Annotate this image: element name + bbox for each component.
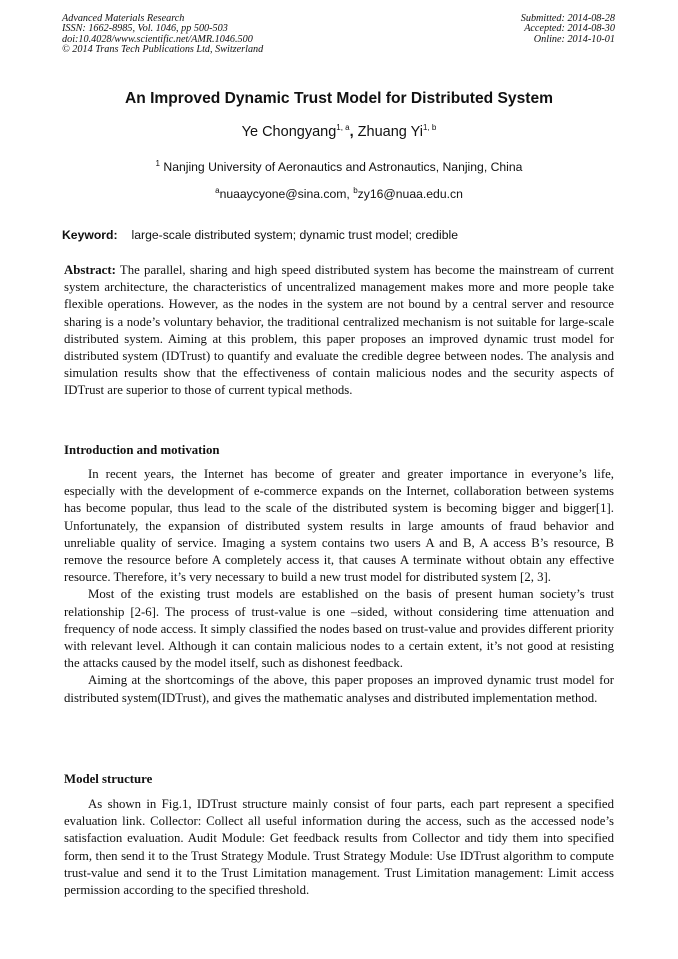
author-1-affil-sup: 1, a <box>336 123 350 133</box>
intro-paragraph-2: Most of the existing trust models are established on the basis of present human society’s trust relationship [2-6]. The process of trust-value is one –sided, without considering time attenuation and frequency of node access. It simply classified the nodes based on trust-value and provides different priority with relevant level. Although it can contain malicious nodes to a certain extent, it’s not good at resisting the attacks caused by the model itself, such as dishonest feedback. <box>64 587 614 671</box>
online-date: Online: 2014-10-01 <box>533 33 615 45</box>
email-b: zy16@nuaa.edu.cn <box>357 187 463 201</box>
author-emails <box>0 187 678 201</box>
author-2-affil-sup: 1, b <box>422 123 437 133</box>
abstract-label: Abstract: <box>64 263 116 277</box>
author-1: Ye Chongyang <box>241 124 337 140</box>
journal-copyright: © 2014 Trans Tech Publications Ltd, Switzerland <box>62 44 264 56</box>
keywords-text: large-scale distributed system; dynamic trust model; credible <box>131 228 459 242</box>
intro-paragraph-3: Aiming at the shortcomings of the above, this paper proposes an improved dynamic trust model for distributed system(IDTrust), and gives the mathematic analyses and distributed implementation method. <box>64 673 614 705</box>
journal-doi: doi:10.4028/www.scientific.net/AMR.1046.500 <box>62 33 253 45</box>
abstract-block <box>64 262 614 400</box>
paper-title: An Improved Dynamic Trust Model for Distributed System <box>124 90 554 107</box>
affiliation-text: Nanjing University of Aeronautics and Astronautics, Nanjing, China <box>160 160 523 174</box>
abstract-paragraph <box>64 262 614 400</box>
affiliation-sup: 1 <box>155 158 160 168</box>
email-a-sup: a <box>215 185 220 195</box>
email-a: nuaaycyone@sina.com, <box>219 187 354 201</box>
section-heading-model-structure: Model structure <box>64 772 153 786</box>
author-line <box>0 124 678 140</box>
keywords-line <box>62 228 458 242</box>
submitted-date: Submitted: 2014-08-28 <box>520 13 615 24</box>
intro-paragraph-1: In recent years, the Internet has become of greater and greater importance in everyone’s life, especially with the development of e-commerce expands on the Internet, collaboration between systems has become popular, thus lead to the scale of the distributed system is becoming bigger and bigger[1]. Unfortunately, the expansion of distributed system results in large amounts of fraud behavior and unreliable quality of service. Imaging a system contains two users A and B, A access B’s resource, B remove the resource before A completely access it, that causes A terminate without obtain any effective resource. Therefore, it’s very necessary to build a new trust model for distributed system [2, 3]. <box>64 467 614 585</box>
email-b-sup: b <box>353 185 358 195</box>
affiliation <box>0 160 678 174</box>
submission-dates <box>521 14 615 45</box>
keywords-label: Keyword: <box>62 228 118 242</box>
section-heading-introduction: Introduction and motivation <box>64 443 220 457</box>
journal-issn: ISSN: 1662-8985, Vol. 1046, pp 500-503 <box>62 23 228 35</box>
author-separator: , <box>349 124 358 140</box>
journal-name: Advanced Materials Research <box>62 13 185 24</box>
journal-info <box>62 14 263 56</box>
abstract-text: The parallel, sharing and high speed distributed system has become the mainstream of current system architecture, the characteristics of uncentralized management makes more and more people take flexible operations. However, as the nodes in the system are not bound by a central server and resource sharing is a node’s voluntary behavior, the traditional centralized mechanism is not suitable for large-scale distributed system. Aiming at this problem, this paper proposes an improved dynamic trust model for distributed system (IDTrust) to quantify and evaluate the credible degree between nodes. The analysis and simulation results show that the effectiveness of contain malicious nodes and the security aspects of IDTrust are superior to those of current typical methods. <box>64 263 614 398</box>
accepted-date: Accepted: 2014-08-30 <box>524 23 615 35</box>
model-structure-body <box>64 796 614 899</box>
author-2: Zhuang Yi <box>357 124 423 140</box>
model-paragraph-1: As shown in Fig.1, IDTrust structure mainly consist of four parts, each part represent a specified evaluation link. Collector: Collect all useful information during the access, such as the accessed node’s satisfaction evaluation. Audit Module: Get feedback results from Collector and tidy them into specified form, then send it to the Trust Strategy Module. Trust Strategy Module: Use IDTrust algorithm to compute trust-value and send it to the Trust Limitation management. Trust Limitation management: Limit access permission according to the specified threshold. <box>64 797 614 898</box>
introduction-body <box>64 466 614 707</box>
